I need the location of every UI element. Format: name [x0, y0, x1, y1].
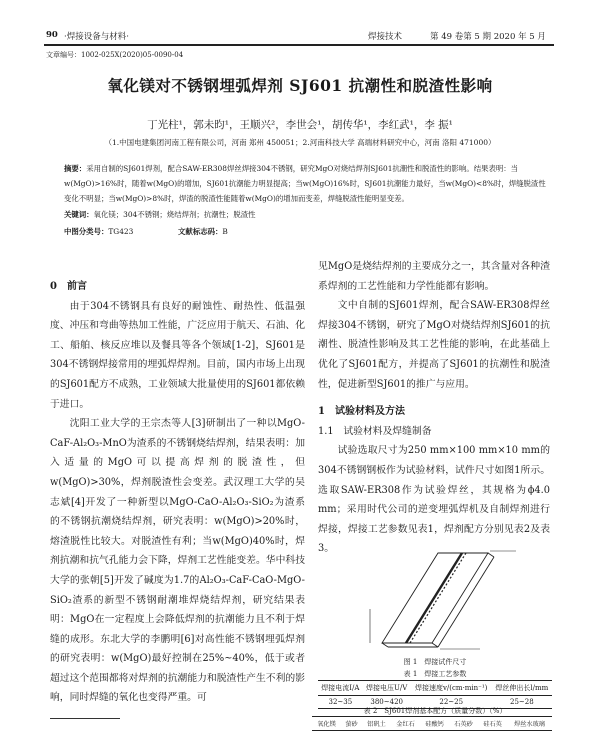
- right-paragraph-2: 文中自制的SJ601焊剂，配合SAW-ER308焊丝焊接304不锈钢，研究了MgO对烧结焊剂SJ601的抗潮性、脱渣性影响及其工艺性能的影响，在此基础上优化了SJ601配方，并提高了SJ601的抗潮性和脱渣性，促进新型SJ601的推广与应用。: [318, 300, 550, 390]
- doc-code-label: 文献标志码：: [178, 227, 223, 236]
- table-1-header-cell: 焊接电流I/A: [318, 681, 363, 696]
- classification: [64, 226, 546, 237]
- table-1-header-row: [318, 681, 552, 696]
- table-2-header-cell: 硅石英: [478, 717, 507, 731]
- abstract: [64, 161, 546, 206]
- table-2: [312, 716, 552, 731]
- header-rule: [44, 44, 554, 46]
- classification-value: TG423: [108, 227, 134, 236]
- table-1-cell: 380~420: [363, 696, 411, 709]
- table-2-header-cell: 石英砂: [449, 717, 478, 731]
- table-2-header-cell: 焊丝水玻璃: [507, 717, 552, 731]
- journal-issue: 第 49 卷第 5 期 2020 年 5 月: [430, 32, 546, 42]
- specimen-drawing: [320, 539, 550, 651]
- table-1: [318, 680, 552, 709]
- keywords: [64, 209, 546, 220]
- classification-label: 中图分类号：: [64, 227, 109, 236]
- table-1-cell: 22~25: [411, 696, 492, 709]
- doc-code-value: B: [222, 227, 228, 236]
- page-number: 90: [46, 30, 58, 40]
- author-list: 丁光柱¹，郭未昀¹，王顺兴²，李世会¹，胡传华¹，李红武¹，李 振¹: [147, 119, 453, 131]
- article-id: 文章编号：1002-025X(2020)05-0090-04: [46, 51, 184, 59]
- journal-section: ·焊接设备与材料·: [64, 32, 129, 42]
- affiliation: （1.中国电建集团河南工程有限公司，河南 郑州 450051；2.河南科技大学 高端材料研究中心，河南 洛阳 471000）: [104, 138, 496, 147]
- footnote-rule: [50, 718, 120, 719]
- table-2-header-cell: 硅酸钙: [420, 717, 449, 731]
- table-1-header-cell: 焊接电压U/V: [363, 681, 411, 696]
- abstract-label: 摘要：: [64, 164, 87, 173]
- section-heading-intro: 0 前言: [50, 281, 87, 292]
- keywords-label: 关键词：: [64, 210, 94, 219]
- table-2-header-cell: 氧化镁: [312, 717, 341, 731]
- figure-1: [320, 539, 550, 665]
- paper-title: 氧化镁对不锈钢埋弧焊剂 SJ601 抗潮性和脱渣性影响: [107, 76, 493, 95]
- figure-1-caption: 图 1 焊接试件尺寸: [403, 658, 467, 666]
- abstract-text: 采用自制的SJ601焊剂，配合SAW-ER308焊丝焊接304不锈钢，研究MgO对烧结焊剂SJ601抗潮性和脱渣性的影响。结果表明：当w(MgO)>16%时，随着w(MgO)的增加，SJ601抗潮能力明显提高；当w(MgO)16%时，SJ601抗潮能力最好，当w(MgO)<8%时，焊缝脱渣性变化不明显；当w(MgO)>8%时，焊渣的脱渣性能随着w(MgO)的增加而变差，焊缝脱渣性能明显变差。: [64, 164, 546, 203]
- table-2-header-cell: 金红石: [391, 717, 420, 731]
- table-1-caption: 表 1 焊接工艺参数: [403, 670, 467, 678]
- table-1-header-cell: 焊丝伸出长l/mm: [492, 681, 552, 696]
- subsection-heading-materials: 1.1 试验材料及焊缝制备: [318, 425, 432, 437]
- table-2-header-row: [312, 717, 552, 731]
- section-heading-methods: 1 试验材料及方法: [318, 406, 405, 418]
- right-column: [318, 257, 550, 559]
- table-1-cell: 32~35: [318, 696, 363, 709]
- table-2-caption: 表 2 SJ601焊剂基本配方（质量分数）（%）: [363, 707, 507, 715]
- table-2-header-cell: 萤砂: [341, 717, 362, 731]
- table-2-header-cell: 铝矾土: [362, 717, 391, 731]
- table-1-cell: 25~28: [492, 696, 552, 709]
- keywords-text: 氧化镁；304不锈钢；烧结焊剂；抗潮性；脱渣性: [93, 210, 256, 219]
- intro-paragraph-2: 沈阳工业大学的王宗杰等人[3]研制出了一种以MgO-CaF-Al₂O₃-MnO为渣系的不锈钢烧结焊剂，结果表明：加入适量的MgO可以提高焊剂的脱渣性，但w(MgO)>30%，焊剂脱渣性会变差。武汉理工大学的吴志斌[4]开发了一种新型以MgO-CaO-Al₂O₃-SiO₂为渣系的不锈钢抗潮烧结焊剂，研究表明：w(MgO)>20%时，熔渣脱性比较大。对脱渣性有利；当w(MgO)40%时，焊剂抗潮和抗气孔能力会下降，焊剂工艺性能变差。华中科技大学的张朝[5]开发了碱度为1.7的Al₂O₃-CaF-CaO-MgO-SiO₂渣系的新型不锈钢耐潮堆焊烧结焊剂，研究结果表明：MgO在一定程度上会降低焊剂的抗潮能力且不利于焊缝的成形。东北大学的李鹏明[6]对高性能不锈钢埋弧焊剂的研究表明：w(MgO)最好控制在25%~40%，低于或者超过这个范围都将对焊剂的抗潮能力和脱渣性产生不利的影响，同时焊缝的氧化也变得严重。可: [50, 418, 305, 704]
- right-paragraph-3: 试验选取尺寸为250 mm×100 mm×10 mm的304不锈钢钢板作为试验材料，试件尺寸如图1所示。选取SAW-ER308作为试验焊丝，其规格为ϕ4.0 mm；采用时代公司的逆变埋弧焊机及自制焊剂进行焊接，焊接工艺参数见表1，焊剂配方分别见表2及表3。: [318, 445, 550, 555]
- journal-name: 焊接技术: [368, 32, 403, 42]
- intro-paragraph-1: 由于304不锈钢具有良好的耐蚀性、耐热性、低温强度、冲压和弯曲等热加工性能，广泛应用于航天、石油、化工、船舶、核反应堆以及餐具等各个领域[1-2]，SJ601是304不锈钢焊接常用的埋弧焊焊剂。目前，国内市场上出现的SJ601配方不成熟，工业领域大批量使用的SJ601都依赖于进口。: [50, 300, 305, 410]
- left-column: [50, 277, 305, 708]
- table-1-header-cell: 焊接速度v/(cm·min⁻¹): [411, 681, 492, 696]
- right-paragraph-1: 见MgO是烧结焊剂的主要成分之一，其含量对各种渣系焊剂的工艺性能和力学性能都有影响。: [318, 261, 550, 292]
